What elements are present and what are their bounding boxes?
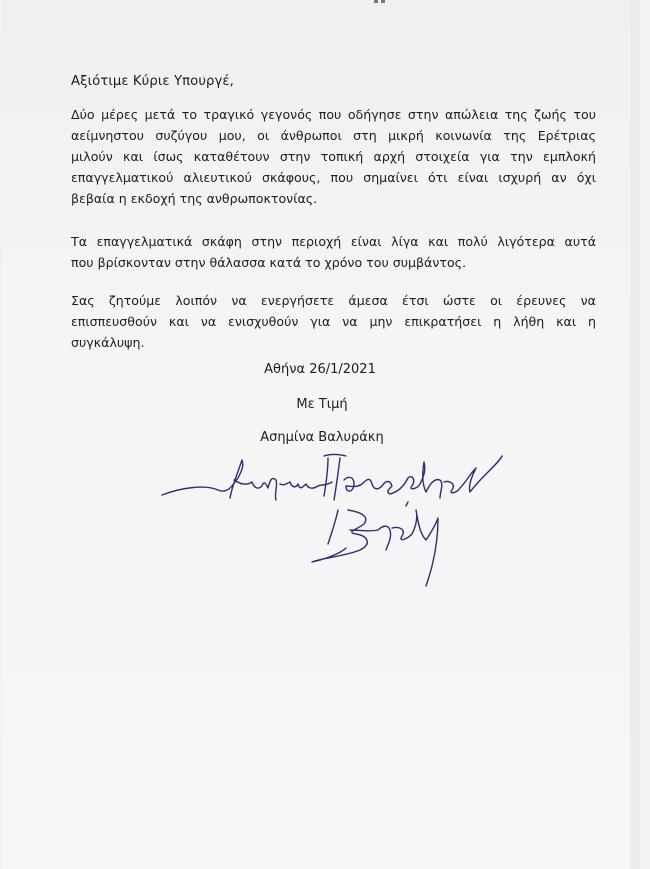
date-line: Αθήνα 26/1/2021 <box>264 362 376 377</box>
scan-artifact-mark <box>374 0 388 3</box>
paragraph-line: συγκάλυψη. <box>71 335 145 350</box>
paragraph-line: Δύο μέρες μετά το τραγικό γεγονός που οδήγησε στην απώλεια της ζωής του <box>71 107 596 122</box>
handwritten-signature <box>150 440 550 590</box>
paragraph-line: μιλούν και ίσως καταθέτουν στην τοπική αρχή στοιχεία για την εμπλοκή <box>71 149 596 164</box>
paragraph-line: που βρίσκονταν στην θάλασσα κατά το χρόνο του συμβάντος. <box>71 255 467 270</box>
paragraph-3 <box>71 290 596 353</box>
paragraph-line: επαγγελματικού αλιευτικού σκάφους, που σημαίνει ότι είναι ισχυρή αν όχι <box>71 170 596 185</box>
salutation: Αξιότιμε Κύριε Υπουργέ, <box>71 74 234 89</box>
paragraph-2 <box>71 231 596 273</box>
closing-regards: Με Τιμή <box>296 397 348 412</box>
paragraph-line: βεβαία η εκδοχή της ανθρωποκτονίας. <box>71 191 318 206</box>
paragraph-line: Τα επαγγελματικά σκάφη στην περιοχή είναι λίγα και πολύ λιγότερα αυτά <box>71 234 596 249</box>
signatory-name: Ασημίνα Βαλυράκη <box>260 430 384 445</box>
paragraph-1 <box>71 104 596 209</box>
paragraph-line: Σας ζητούμε λοιπόν να ενεργήσετε άμεσα έτσι ώστε οι έρευνες να <box>71 293 596 308</box>
paragraph-line: επισπευσθούν και να ενισχυθούν για να μην επικρατήσει η λήθη και η <box>71 314 596 329</box>
paragraph-line: αείμνηστου συζύγου μου, οι άνθρωποι στη μικρή κοινωνία της Ερέτριας <box>71 128 596 143</box>
